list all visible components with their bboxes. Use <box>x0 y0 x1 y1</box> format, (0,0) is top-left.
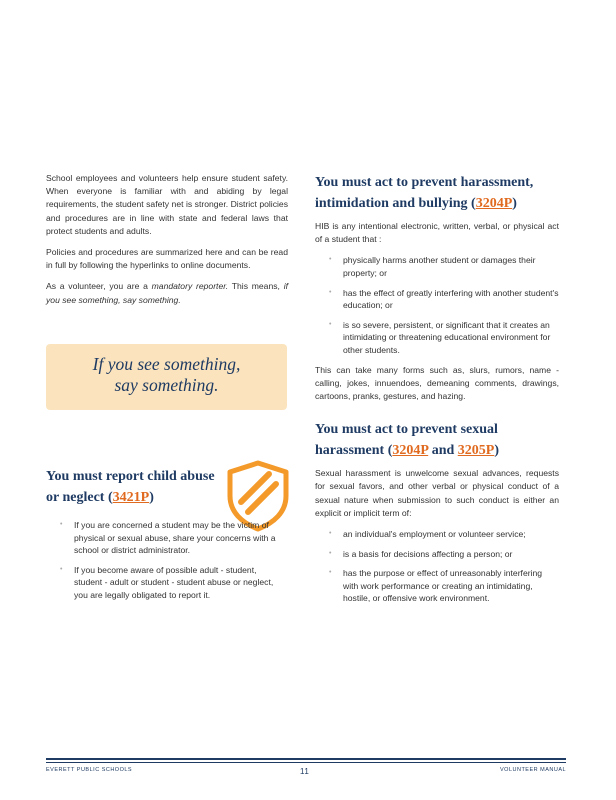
sh-list <box>315 528 559 605</box>
sh-intro: Sexual harassment is unwelcome sexual advances, requests for sexual favors, and other verbal or physical conduct of a sexual nature when submission to such conduct is either an explicit or implicit term of: <box>315 468 559 518</box>
abuse-item: • If you are concerned a student may be the victim of physical or sexual abuse, share your concerns with a school or district administrator. <box>46 519 284 557</box>
hib-outro: This can take many forms such as, slurs, rumors, name - calling, jokes, innuendoes, demeaning comments, drawings, cartoons, pranks, gestures, and hazing. <box>315 364 559 401</box>
abuse-policy-link[interactable]: 3421P <box>112 490 150 505</box>
hib-intro: HIB is any intentional electronic, written, verbal, or physical act of a student that : <box>315 221 559 245</box>
see-something-em: if you see something, say something. <box>46 281 288 305</box>
hib-heading: You must act to prevent harassment, intimidation and bullying (3204P) <box>315 175 534 211</box>
hib-heading-text: You must act to prevent harassment, intimidation and bullying <box>315 175 534 211</box>
sh-policy-link-1[interactable]: 3204P <box>392 443 429 459</box>
abuse-item: • If you become aware of possible adult - student, student - adult or student - student abuse or neglect, you are legally obligated to report it. <box>46 564 284 602</box>
mandatory-mid: This means, <box>228 281 284 292</box>
left-column <box>46 172 288 315</box>
footer-rule-thin <box>46 762 566 763</box>
sh-item: • an individual's employment or volunteer service; <box>315 528 559 541</box>
sexual-harassment-heading: You must act to prevent sexual harassment (3204P and 3205P) <box>315 422 499 459</box>
sh-item: • has the purpose or effect of unreasonably interfering with work performance or creating an intimidating, hostile, or offensive work environment. <box>315 567 559 605</box>
mandatory-reporter-paragraph <box>46 280 288 306</box>
page-number: 11 <box>300 767 310 776</box>
footer-rule <box>46 758 566 760</box>
hib-policy-link[interactable]: 3204P <box>475 196 513 211</box>
callout-line-1: If you see something, <box>92 354 241 374</box>
hib-list <box>315 254 559 356</box>
sh-policy-link-2[interactable]: 3205P <box>457 443 495 459</box>
abuse-list <box>46 519 284 609</box>
footer-manual: VOLUNTEER MANUAL <box>500 767 567 773</box>
hib-item: • physically harms another student or damages their property; or <box>315 254 559 279</box>
callout-line-2: say something. <box>114 375 219 395</box>
footer-org: EVERETT PUBLIC SCHOOLS <box>46 767 133 773</box>
mandatory-reporter-em: mandatory reporter. <box>151 281 229 292</box>
right-column <box>315 172 559 612</box>
see-something-callout <box>46 344 287 410</box>
abuse-heading-text: You must report child abuse or neglect <box>46 469 215 505</box>
intro-paragraph: School employees and volunteers help ensure student safety. When everyone is familiar with and abiding by legal requirements, the student safety net is stronger. District policies and procedures are in line with state and federal laws that protect students and adults. <box>46 173 288 236</box>
sh-item: • is a basis for decisions affecting a person; or <box>315 548 559 561</box>
sh-and: and <box>431 443 455 459</box>
sh-heading-text: You must act to prevent sexual harassment <box>315 422 498 459</box>
hib-item: • is so severe, persistent, or significant that it creates an intimidating or threatening educational environment for other students. <box>315 319 559 357</box>
policies-paragraph: Policies and procedures are summarized here and can be read in full by following the hyperlinks to online documents. <box>46 247 288 271</box>
abuse-section-heading: You must report child abuse or neglect (3421P) <box>46 469 215 505</box>
hib-item: • has the effect of greatly interfering with another student's education; or <box>315 287 559 312</box>
mandatory-prefix: As a volunteer, you are a <box>46 281 152 292</box>
